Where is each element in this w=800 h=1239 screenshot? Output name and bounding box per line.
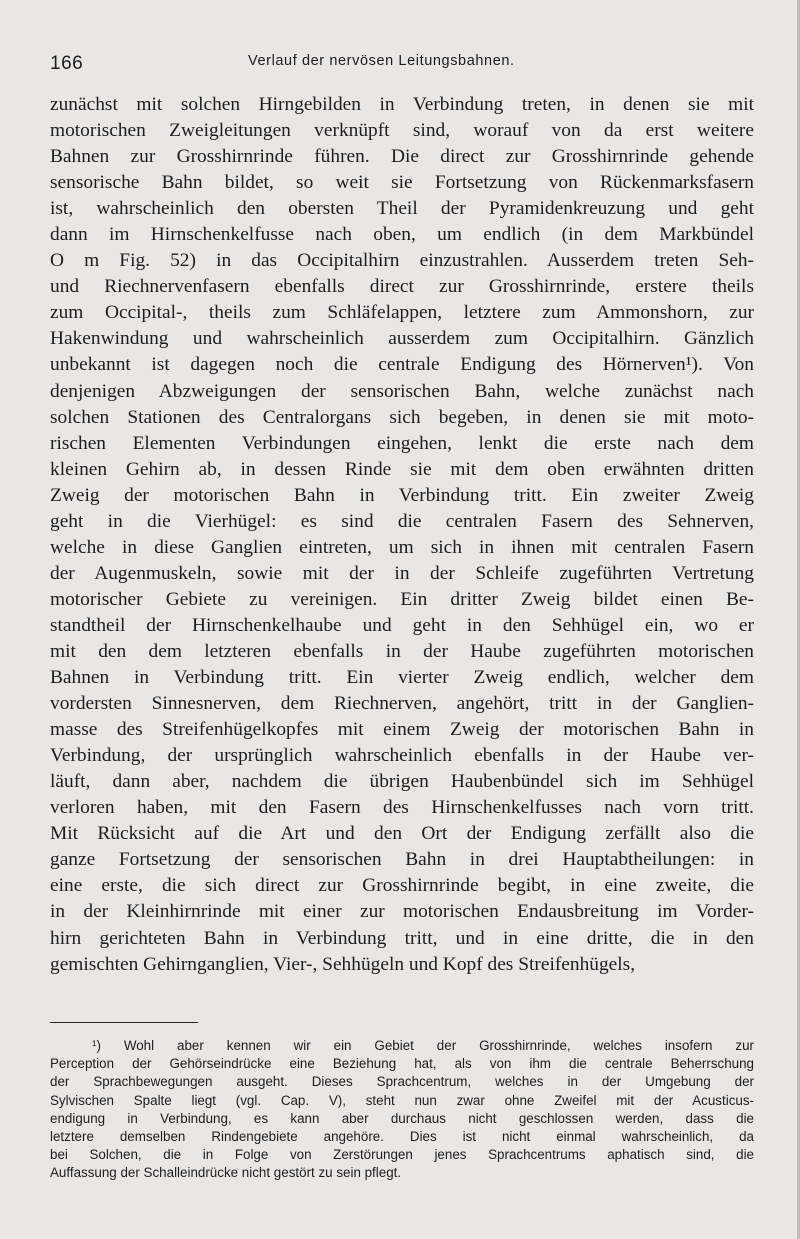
body-line: kleinen Gehirn ab, in dessen Rinde sie mit dem oben erwähnten dritten [50, 458, 754, 480]
body-line: verloren haben, mit den Fasern des Hirnschenkelfusses nach vorn tritt. [50, 797, 754, 819]
body-line: gemischten Gehirnganglien, Vier-, Sehhügeln und Kopf des Streifenhügels, [50, 953, 636, 975]
footnote [50, 1037, 754, 1183]
body-line: vordersten Sinnesnerven, dem Riechnerven, angehört, tritt in der Ganglien- [50, 693, 754, 715]
body-line: und Riechnervenfasern ebenfalls direct zur Grosshirnrinde, erstere theils [50, 276, 754, 298]
running-head: Verlauf der nervösen Leitungsbahnen. [248, 53, 515, 69]
footnote-line: der Sprachbewegungen ausgeht. Dieses Sprachcentrum, welches in der Umgebung der [50, 1074, 754, 1090]
body-line: Mit Rücksicht auf die Art und den Ort der Endigung zerfällt also die [50, 823, 754, 845]
body-text [50, 92, 754, 978]
body-line: dann im Hirnschenkelfusse nach oben, um endlich (in dem Markbündel [50, 224, 754, 246]
body-line: sensorische Bahn bildet, so weit sie Fortsetzung von Rückenmarksfasern [50, 172, 754, 194]
body-line: motorischer Gebiete zu vereinigen. Ein dritter Zweig bildet einen Be- [50, 588, 754, 610]
footnote-line: Sylvischen Spalte liegt (vgl. Cap. V), steht nun zwar ohne Zweifel mit der Acusticus- [50, 1092, 754, 1108]
footnote-line: letztere demselben Rindengebiete angehöre. Dies ist nicht einmal wahrscheinlich, da [50, 1128, 754, 1144]
body-line: unbekannt ist dagegen noch die centrale Endigung des Hörnerven¹). Von [50, 354, 754, 376]
body-line: Bahnen in Verbindung tritt. Ein vierter Zweig endlich, welcher dem [50, 667, 754, 689]
body-line: Verbindung, der ursprünglich wahrscheinlich ebenfalls in der Haube ver- [50, 745, 754, 767]
footnote-line: Perception der Gehörseindrücke eine Beziehung hat, als von ihm die centrale Beherrschung [50, 1056, 754, 1072]
body-line: ganze Fortsetzung der sensorischen Bahn in drei Hauptabtheilungen: in [50, 849, 754, 871]
body-line: ist, wahrscheinlich den obersten Theil der Pyramidenkreuzung und geht [50, 198, 754, 220]
body-line: der Augenmuskeln, sowie mit der in der Schleife zugeführten Vertretung [50, 562, 754, 584]
footnote-line: endigung in Verbindung, es kann aber durchaus nicht geschlossen werden, dass die [50, 1110, 754, 1126]
body-line: masse des Streifenhügelkopfes mit einem Zweig der motorischen Bahn in [50, 719, 754, 741]
body-line: läuft, dann aber, nachdem die übrigen Haubenbündel sich im Sehhügel [50, 771, 754, 793]
footnote-rule [50, 1022, 198, 1023]
footnote-line: bei Solchen, die in Folge von Zerstörungen jenes Sprachcentrums aphatisch sind, die [50, 1147, 754, 1163]
body-line: denjenigen Abzweigungen der sensorischen Bahn, welche zunächst nach [50, 380, 754, 402]
body-line: zum Occipital-, theils zum Schläfelappen, letztere zum Ammonshorn, zur [50, 302, 754, 324]
body-line: zunächst mit solchen Hirngebilden in Verbindung treten, in denen sie mit [50, 94, 754, 115]
body-line: Bahnen zur Grosshirnrinde führen. Die direct zur Grosshirnrinde gehende [50, 146, 754, 168]
body-line: O m Fig. 52) in das Occipitalhirn einzustrahlen. Ausserdem treten Seh- [50, 250, 754, 272]
footnote-line: ¹) Wohl aber kennen wir ein Gebiet der Grosshirnrinde, welches insofern zur [92, 1038, 754, 1053]
body-line: Zweig der motorischen Bahn in Verbindung tritt. Ein zweiter Zweig [50, 484, 754, 506]
body-line: eine erste, die sich direct zur Grosshirnrinde begibt, in eine zweite, die [50, 875, 754, 897]
body-line: rischen Elementen Verbindungen eingehen, lenkt die erste nach dem [50, 432, 754, 454]
body-line: hirn gerichteten Bahn in Verbindung tritt, und in eine dritte, die in den [50, 927, 754, 949]
page-number: 166 [50, 53, 84, 74]
footnote-line: Auffassung der Schalleindrücke nicht gestört zu sein pflegt. [50, 1165, 402, 1181]
body-line: Hakenwindung und wahrscheinlich ausserdem zum Occipitalhirn. Gänzlich [50, 328, 754, 350]
page-header [50, 51, 750, 77]
body-line: standtheil der Hirnschenkelhaube und geht in den Sehhügel ein, wo er [50, 614, 754, 636]
body-line: mit den dem letzteren ebenfalls in der Haube zugeführten motorischen [50, 640, 754, 662]
body-line: geht in die Vierhügel: es sind die centralen Fasern des Sehnerven, [50, 510, 754, 532]
body-line: motorischen Zweigleitungen verknüpft sind, worauf von da erst weitere [50, 120, 754, 142]
body-line: in der Kleinhirnrinde mit einer zur motorischen Endausbreitung im Vorder- [50, 901, 754, 923]
body-line: welche in diese Ganglien eintreten, um sich in ihnen mit centralen Fasern [50, 536, 754, 558]
body-line: solchen Stationen des Centralorgans sich begeben, in denen sie mit moto- [50, 406, 754, 428]
